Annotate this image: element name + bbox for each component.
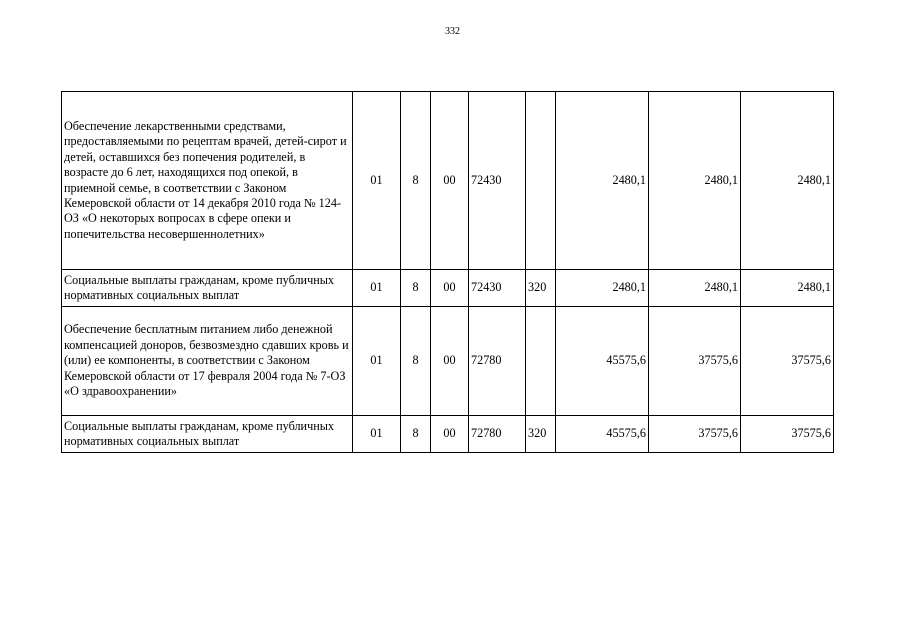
program-code: 00 [431,416,469,453]
subsection-code: 8 [401,416,431,453]
program-code: 00 [431,92,469,270]
row-description: Обеспечение бесплатным питанием либо денежной компенсацией доноров, безвозмездно сдавших кровь и (или) ее компоненты, в соответствии с Законом Кемеровской области от 17 февраля 2004 года № 7-ОЗ «О здравоохранении» [62,307,353,416]
row-description: Обеспечение лекарственными средствами, предоставляемыми по рецептам врачей, детей-сирот и детей, оставшихся без попечения родителей, в возрасте до 6 лет, находящихся под опекой, в приемной семье, в соответствии с Законом Кемеровской области от 14 декабря 2010 года № 124-ОЗ «О некоторых вопросах в сфере опеки и попечительства несовершеннолетних» [62,92,353,270]
expense-type-code [526,92,556,270]
section-code: 01 [353,416,401,453]
row-description: Социальные выплаты гражданам, кроме публичных нормативных социальных выплат [62,416,353,453]
row-description: Социальные выплаты гражданам, кроме публичных нормативных социальных выплат [62,270,353,307]
article-code: 72780 [469,307,526,416]
budget-table [61,91,834,453]
article-code: 72780 [469,416,526,453]
table-row [62,416,834,453]
program-code: 00 [431,307,469,416]
page-number: 332 [445,26,460,37]
sum-year-1: 45575,6 [556,416,649,453]
article-code: 72430 [469,92,526,270]
sum-year-2: 2480,1 [649,270,741,307]
subsection-code: 8 [401,270,431,307]
sum-year-2: 37575,6 [649,307,741,416]
sum-year-3: 37575,6 [741,307,834,416]
table-row [62,92,834,270]
section-code: 01 [353,92,401,270]
section-code: 01 [353,307,401,416]
sum-year-1: 45575,6 [556,307,649,416]
sum-year-2: 2480,1 [649,92,741,270]
table-row [62,307,834,416]
expense-type-code: 320 [526,416,556,453]
sum-year-3: 2480,1 [741,92,834,270]
subsection-code: 8 [401,92,431,270]
expense-type-code: 320 [526,270,556,307]
sum-year-3: 37575,6 [741,416,834,453]
sum-year-2: 37575,6 [649,416,741,453]
subsection-code: 8 [401,307,431,416]
sum-year-1: 2480,1 [556,270,649,307]
table-row [62,270,834,307]
program-code: 00 [431,270,469,307]
article-code: 72430 [469,270,526,307]
expense-type-code [526,307,556,416]
section-code: 01 [353,270,401,307]
sum-year-3: 2480,1 [741,270,834,307]
sum-year-1: 2480,1 [556,92,649,270]
